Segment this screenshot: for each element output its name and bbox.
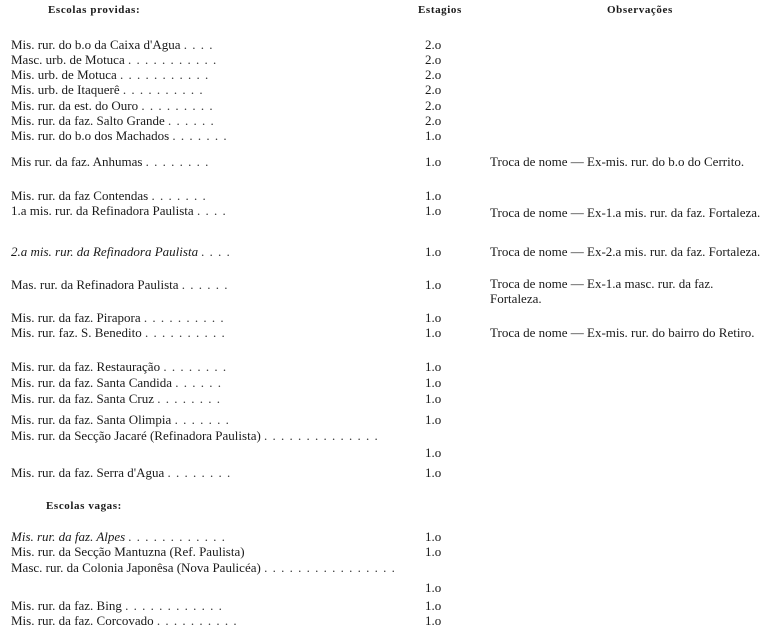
estagio-value: 1.o: [425, 188, 442, 203]
estagio-value: 1.o: [425, 412, 442, 427]
school-name: Mas. rur. da Refinadora Paulista . . . . . .: [11, 277, 229, 292]
observacao-note: Troca de nome — Ex-1.a masc. rur. da faz. Fortaleza.: [490, 276, 714, 306]
school-name: Mis. rur. da faz. Santa Olimpia . . . . . . .: [11, 412, 230, 427]
school-name: Mis. rur. da faz. Serra d'Agua . . . . . . . .: [11, 465, 232, 480]
school-name: Masc. urb. de Motuca . . . . . . . . . . .: [11, 52, 218, 67]
estagio-value: 1.o: [425, 465, 442, 480]
school-name: Mis. rur. da faz. Bing . . . . . . . . . . . .: [11, 598, 223, 613]
estagio-value: 1.o: [425, 359, 442, 374]
estagio-value: 1.o: [425, 529, 442, 544]
estagio-value: 1.o: [425, 310, 442, 325]
header-estagios: Estagios: [418, 4, 462, 16]
estagio-value: 1.o: [425, 544, 442, 559]
school-name: Mis. rur. da Secção Mantuzna (Ref. Paulista): [11, 544, 245, 559]
school-name: Mis. urb. de Motuca . . . . . . . . . . .: [11, 67, 210, 82]
school-name: Mis. rur. da faz. Pirapora . . . . . . . . . .: [11, 310, 225, 325]
estagio-value: 1.o: [425, 325, 442, 340]
header-escolas-providas: Escolas providas:: [48, 4, 141, 16]
school-name: Mis. rur. do b.o da Caixa d'Agua . . . .: [11, 37, 214, 52]
school-name: 2.a mis. rur. da Refinadora Paulista . . . .: [11, 244, 232, 259]
estagio-value: 2.o: [425, 98, 442, 113]
school-name: Mis. rur. da Secção Jacaré (Refinadora Paulista) . . . . . . . . . . . . . .: [11, 428, 379, 443]
estagio-value: 1.o: [425, 203, 442, 218]
school-name: Mis. rur. do b.o dos Machados . . . . . . .: [11, 128, 228, 143]
estagio-value: 1.o: [425, 391, 442, 406]
estagio-value: 1.o: [425, 375, 442, 390]
estagio-value: 2.o: [425, 67, 442, 82]
school-name: Mis. rur. da faz. Santa Cruz . . . . . . . .: [11, 391, 221, 406]
estagio-value: 1.o: [425, 128, 442, 143]
header-observacoes: Observações: [607, 4, 673, 16]
estagio-value: 2.o: [425, 82, 442, 97]
estagio-value: 1.o: [425, 244, 442, 259]
school-name: Mis. urb. de Itaquerê . . . . . . . . . .: [11, 82, 204, 97]
estagio-value: 1.o: [425, 613, 442, 628]
estagio-value: 1.o: [425, 154, 442, 169]
observacao-note: Troca de nome — Ex-2.a mis. rur. da faz. Fortaleza.: [490, 244, 761, 259]
school-name: 1.a mis. rur. da Refinadora Paulista . . . .: [11, 203, 227, 218]
school-name: Mis. rur. da faz. Alpes . . . . . . . . . . . .: [11, 529, 227, 544]
school-name: Mis. rur. da faz. Salto Grande . . . . . .: [11, 113, 215, 128]
school-name: Mis. rur. da faz Contendas . . . . . . .: [11, 188, 207, 203]
observacao-note: Troca de nome — Ex-mis. rur. do bairro do Retiro.: [490, 325, 755, 340]
estagio-value: 2.o: [425, 37, 442, 52]
school-name: Mis. rur. da faz. Santa Candida . . . . . .: [11, 375, 223, 390]
estagio-value: 1.o: [425, 277, 442, 292]
school-name: Mis. rur. faz. S. Benedito . . . . . . . . . .: [11, 325, 226, 340]
school-name: Mis rur. da faz. Anhumas . . . . . . . .: [11, 154, 210, 169]
estagio-value: 2.o: [425, 52, 442, 67]
school-name: Masc. rur. da Colonia Japonêsa (Nova Paulicéa) . . . . . . . . . . . . . . . .: [11, 560, 396, 575]
section-title-escolas-vagas: Escolas vagas:: [46, 500, 122, 512]
estagio-value: 2.o: [425, 113, 442, 128]
estagio-value: 1.o: [425, 580, 442, 595]
estagio-value: 1.o: [425, 445, 442, 460]
school-name: Mis. rur. da est. do Ouro . . . . . . . . .: [11, 98, 214, 113]
observacao-note: Troca de nome — Ex-mis. rur. do b.o do Cerrito.: [490, 154, 745, 169]
observacao-note: Troca de nome — Ex-1.a mis. rur. da faz. Fortaleza.: [490, 205, 761, 220]
school-name: Mis. rur. da faz. Restauração . . . . . . . .: [11, 359, 228, 374]
estagio-value: 1.o: [425, 598, 442, 613]
school-name: Mis. rur. da faz. Corcovado . . . . . . . . . .: [11, 613, 238, 628]
